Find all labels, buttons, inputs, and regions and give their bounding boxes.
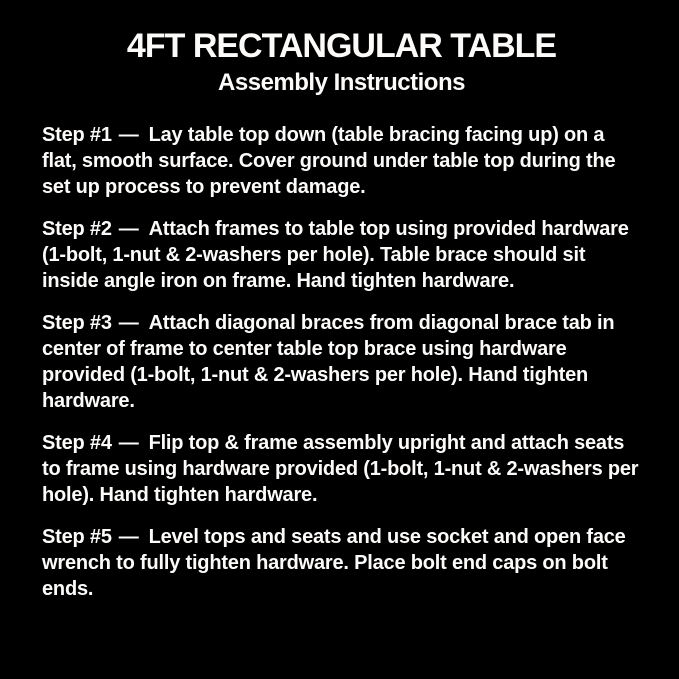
step-paragraph-2: [42, 216, 641, 294]
step-text: Level tops and seats and use socket and open face wrench to fully tighten hardware. Place bolt end caps on bolt ends.: [42, 526, 626, 601]
page-title: 4FT RECTANGULAR TABLE: [126, 27, 557, 65]
em-dash: —: [118, 218, 139, 241]
em-dash: —: [118, 312, 139, 335]
steps-list: [42, 122, 641, 602]
em-dash: —: [118, 124, 139, 147]
step-paragraph-1: [42, 122, 641, 200]
step-label: Step #4: [42, 432, 112, 455]
step-paragraph-5: [42, 524, 641, 602]
step-text: Lay table top down (table bracing facing up) on a flat, smooth surface. Cover ground under table top during the set up process to prevent damage.: [42, 124, 616, 199]
em-dash: —: [118, 526, 139, 549]
step-text: Attach frames to table top using provided hardware (1-bolt, 1-nut & 2-washers per hole). Table brace should sit inside angle iron on frame. Hand tighten hardware.: [42, 218, 629, 293]
step-paragraph-4: [42, 430, 641, 508]
step-label: Step #2: [42, 218, 112, 241]
step-paragraph-3: [42, 310, 641, 414]
step-text: Attach diagonal braces from diagonal brace tab in center of frame to center table top brace using hardware provided (1-bolt, 1-nut & 2-washers per hole). Hand tighten hardware.: [42, 312, 615, 413]
em-dash: —: [118, 432, 139, 455]
step-label: Step #5: [42, 526, 112, 549]
step-label: Step #3: [42, 312, 112, 335]
step-text: Flip top & frame assembly upright and attach seats to frame using hardware provided (1-bolt, 1-nut & 2-washers per hole). Hand tighten hardware.: [42, 432, 639, 507]
step-label: Step #1: [42, 124, 112, 147]
page-subtitle: Assembly Instructions: [218, 69, 465, 97]
